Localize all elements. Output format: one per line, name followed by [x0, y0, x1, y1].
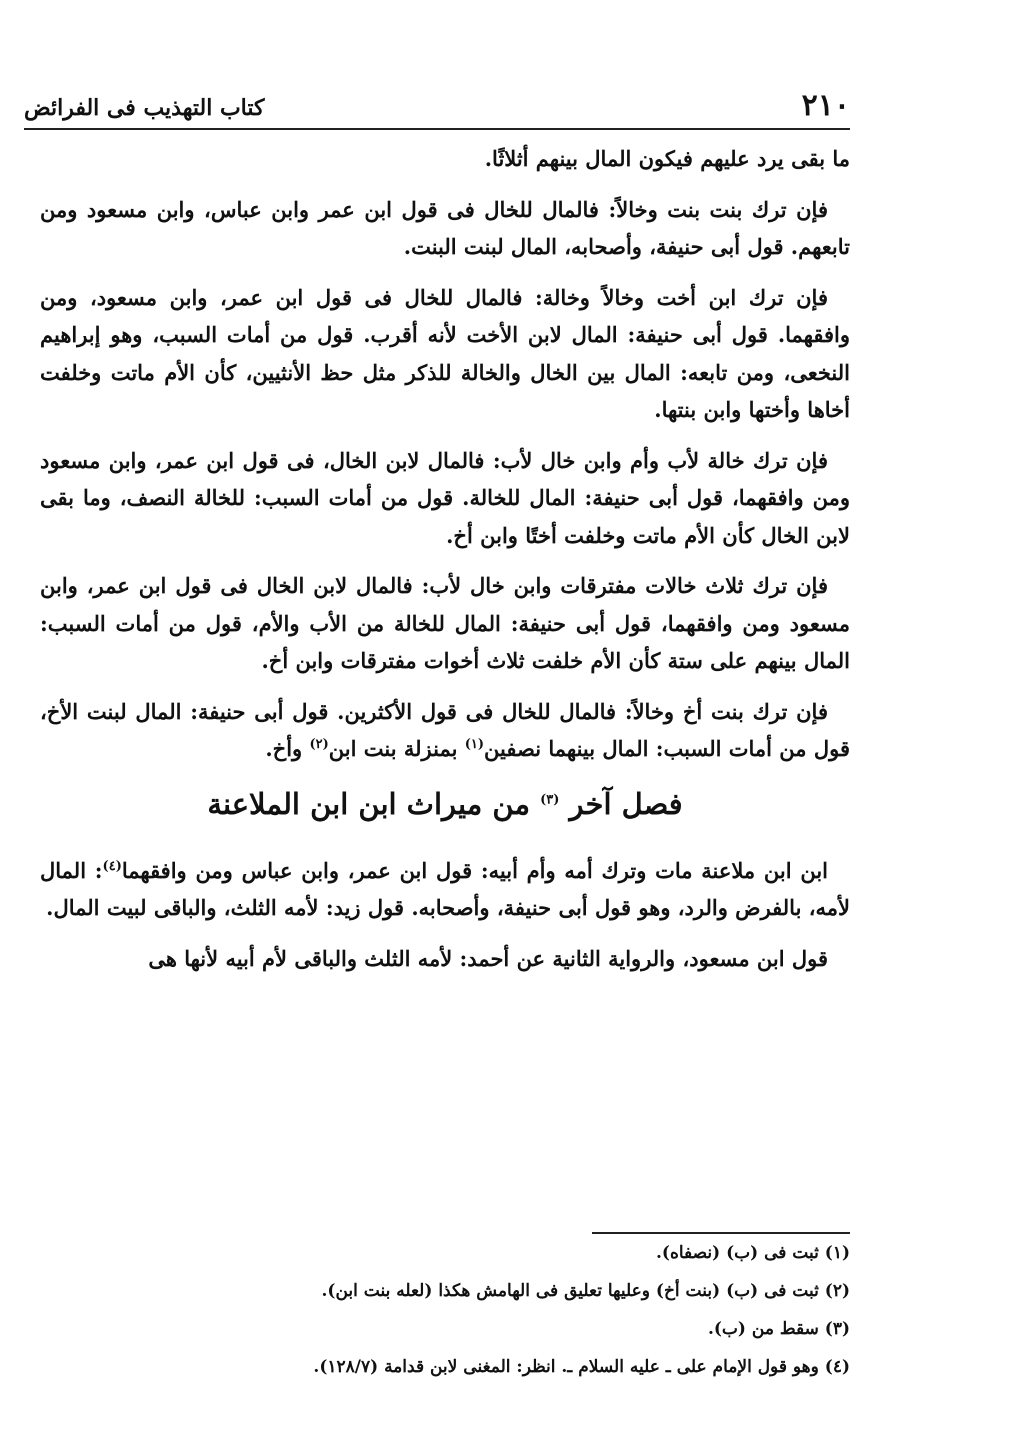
section-heading-text-a: فصل آخر	[569, 786, 683, 821]
paragraph-7-text-a: ابن ابن ملاعنة مات وترك أمه وأم أبيه: قول ابن عمر، وابن عباس ومن وافقهما	[121, 857, 829, 883]
paragraph-7	[40, 852, 850, 927]
footnotes	[40, 1232, 850, 1386]
main-text	[40, 140, 850, 990]
paragraph-6	[40, 693, 850, 768]
running-header	[24, 88, 850, 130]
paragraph-3: فإن ترك ابن أخت وخالاً وخالة: فالمال للخال فى قول ابن عمر، وابن مسعود، ومن وافقهما. قول أبى حنيفة: المال لابن الأخت لأنه أقرب. قول من أمات السبب، وهو إبراهيم النخعى، ومن تابعه: المال بين الخال والخالة للذكر مثل حظ الأنثيين، كأن الأم ماتت وخلفت أخاها وأختها وابن بنتها.	[40, 284, 850, 422]
paragraph-6-text-a: فإن ترك بنت أخ وخالاً: فالمال للخال فى قول الأكثرين. قول أبى حنيفة: المال لبنت الأخ، قول من أمات السبب: المال بينهما نصفين	[40, 698, 850, 761]
paragraph-8: قول ابن مسعود، والرواية الثانية عن أحمد: لأمه الثلث والباقى لأم أبيه لأنها هى	[148, 945, 828, 971]
section-heading-text-b: من ميراث ابن ابن الملاعنة	[207, 786, 541, 821]
book-title: كتاب التهذيب فى الفرائض	[24, 95, 265, 121]
footnote-ref-3[interactable]: (٣)	[540, 791, 560, 807]
paragraph-1: ما بقى يرد عليهم فيكون المال بينهم أثلاثًا.	[484, 146, 850, 171]
section-heading	[40, 782, 850, 826]
paragraph-5: فإن ترك ثلاث خالات مفترقات وابن خال لأب: فالمال لابن الخال فى قول ابن عمر، وابن مسعود ومن وافقهما، قول أبى حنيفة: المال للخالة من الأب والأم، قول من أمات السبب: المال بينهم على ستة كأن الأم خلفت ثلاث أخوات مفترقات وابن أخ.	[40, 573, 850, 673]
footnote-4: (٤) وهو قول الإمام على ـ عليه السلام ـ. انظر: المغنى لابن قدامة (١٢٨/٧).	[313, 1357, 850, 1377]
footnote-1: (١) ثبت فى (ب) (نصفاه).	[655, 1243, 850, 1263]
footnote-ref-1[interactable]: (١)	[464, 737, 485, 752]
footnote-ref-2[interactable]: (٢)	[309, 737, 329, 752]
page-number: ٢١٠	[801, 88, 850, 123]
paragraph-4: فإن ترك خالة لأب وأم وابن خال لأب: فالمال لابن الخال، فى قول ابن عمر، وابن مسعود ومن وافقهما، قول أبى حنيفة: المال للخالة. قول من أمات السبب: للخالة النصف، وما بقى لابن الخال كأن الأم ماتت وخلفت أختًا وابن أخ.	[40, 447, 850, 548]
footnote-2: (٢) ثبت فى (ب) (بنت أخ) وعليها تعليق فى الهامش هكذا (لعله بنت ابن).	[321, 1281, 850, 1301]
paragraph-2: فإن ترك بنت بنت وخالاً: فالمال للخال فى قول ابن عمر وابن عباس، وابن مسعود ومن تابعهم. قول أبى حنيفة، وأصحابه، المال لبنت البنت.	[40, 196, 850, 259]
paragraph-6-text-c: وأخ.	[265, 736, 310, 761]
footnote-3: (٣) سقط من (ب).	[707, 1319, 850, 1339]
paragraph-6-text-b: بمنزلة بنت ابن	[328, 736, 465, 761]
footnote-ref-4[interactable]: (٤)	[102, 858, 122, 874]
paragraph-7-text-b: : المال لأمه، بالفرض والرد، وهو قول أبى حنيفة، وأصحابه. قول زيد: لأمه الثلث، والباقى لبيت المال.	[40, 857, 850, 920]
